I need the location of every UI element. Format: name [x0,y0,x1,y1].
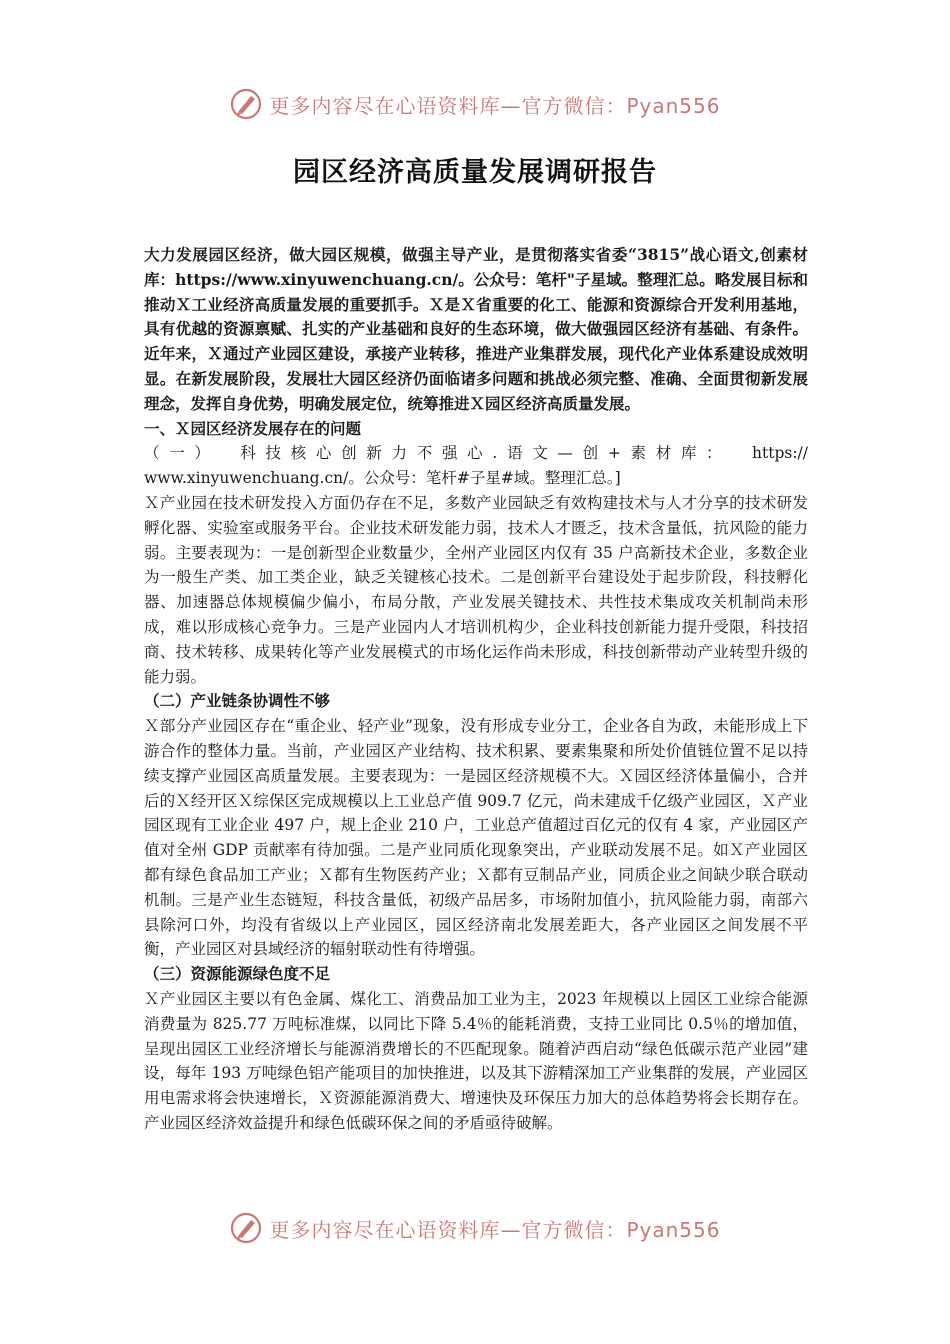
footer-watermark-banner [0,1208,950,1248]
header-watermark-banner [0,84,950,124]
subheading-1-line-1: （一） 科技核心创新力不强心.语文—创+素材库： https:// [144,444,808,463]
watermark-text: 更多内容尽在心语资料库—官方微信：Pyan556 [269,93,721,118]
subheading-3: （三）资源能源绿色度不足 [144,964,331,984]
paragraph-2: Ｘ部分产业园区存在“重企业、轻产业”现象，没有形成专业分工，企业各自为政，未能形成上下游合作的整体力量。当前，产业园区产业结构、技术积累、要素集聚和所处价值链位置不足以持续支撑产业园区高质量发展。主要表现为：一是园区经济规模不大。Ｘ园区经济体量偏小，合并后的Ｘ经开区Ｘ综保区完成规模以上工业总产值 909.7 亿元，尚未建成千亿级产业园区，Ｘ产业园区现有工业企业 497 户，规上企业 210 户，工业总产值超过百亿元的仅有 4 家，产业园区产值对全州 GDP 贡献率有待加强。二是产业同质化现象突出，产业联动发展不足。如Ｘ产业园区都有绿色食品加工产业；Ｘ都有生物医药产业；Ｘ都有豆制品产业，同质企业之间缺少联合联动机制。三是产业生态链短，科技含量低，初级产品居多，市场附加值小，抗风险能力弱，南部六县除河口外，均没有省级以上产业园区，园区经济南北发展差距大，各产业园区之间发展不平衡，产业园区对县域经济的辐射联动性有待增强。 [144,717,808,959]
watermark-text: 更多内容尽在心语资料库—官方微信：Pyan556 [269,1217,721,1242]
pen-logo-icon [229,1211,263,1245]
pen-logo-icon [229,87,263,121]
subheading-2: （二）产业链条协调性不够 [144,691,331,711]
paragraph-1: Ｘ产业园在技术研发投入方面仍存在不足，多数产业园缺乏有效构建技术与人才分享的技术研发孵化器、实验室或服务平台。企业技术研发能力弱，技术人才匮乏，技术含量低，抗风险的能力弱。主要表现为：一是创新型企业数量少，全州产业园区内仅有 35 户高新技术企业，多数企业为一般生产类、加工类企业，缺乏关键核心技术。二是创新平台建设处于起步阶段，科技孵化器、加速器总体规模偏少偏小，布局分散，产业发展关键技术、共性技术集成攻关机制尚未形成，难以形成核心竞争力。三是产业园内人才培训机构少，企业科技创新能力提升受限，科技招商、技术转移、成果转化等产业发展模式的市场化运作尚未形成，科技创新带动产业转型升级的能力弱。 [144,493,808,686]
paragraph-3: Ｘ产业园区主要以有色金属、煤化工、消费品加工业为主，2023 年规模以上园区工业综合能源消费量为 825.77 万吨标准煤，以同比下降 5.4％的能耗消费，支持工业同比 0.5％的增加值，呈现出园区工业经济增长与能源消费增长的不匹配现象。随着泸西启动“绿色低碳示范产业园”建设，每年 193 万吨绿色铝产能项目的加快推进，以及其下游精深加工产业集群的发展，产业园区用电需求将会快速增长，Ｘ资源能源消费大、增速快及环保压力加大的总体趋势将会长期存在。产业园区经济效益提升和绿色低碳环保之间的矛盾亟待破解。 [144,989,808,1132]
document-title: 园区经济高质量发展调研报告 [293,157,657,188]
intro-paragraph: 大力发展园区经济，做大园区规模，做强主导产业，是贯彻落实省委“3815”战心语文,创素材库：https://www.xinyuwenchuang.cn/。公众号：笔杆"子星域。整理汇总。略发展目标和推动Ｘ工业经济高质量发展的重要抓手。Ｘ是Ｘ省重要的化工、能源和资源综合开发利用基地，具有优越的资源禀赋、扎实的产业基础和良好的生态环境，做大做强园区经济有基础、有条件。近年来，Ｘ通过产业园区建设，承接产业转移，推进产业集群发展，现代化产业体系建设成效明显。在新发展阶段，发展壮大园区经济仍面临诸多问题和挑战必须完整、准确、全面贯彻新发展理念，发挥自身优势，明确发展定位，统筹推进Ｘ园区经济高质量发展。 [144,245,808,413]
section-heading-1: 一、Ｘ园区经济发展存在的问题 [144,418,362,438]
document-body [144,243,808,1136]
subheading-1-line-2: www.xinyuwenchuang.cn/。公众号：笔杆#子星#域。整理汇总。] [144,469,621,488]
